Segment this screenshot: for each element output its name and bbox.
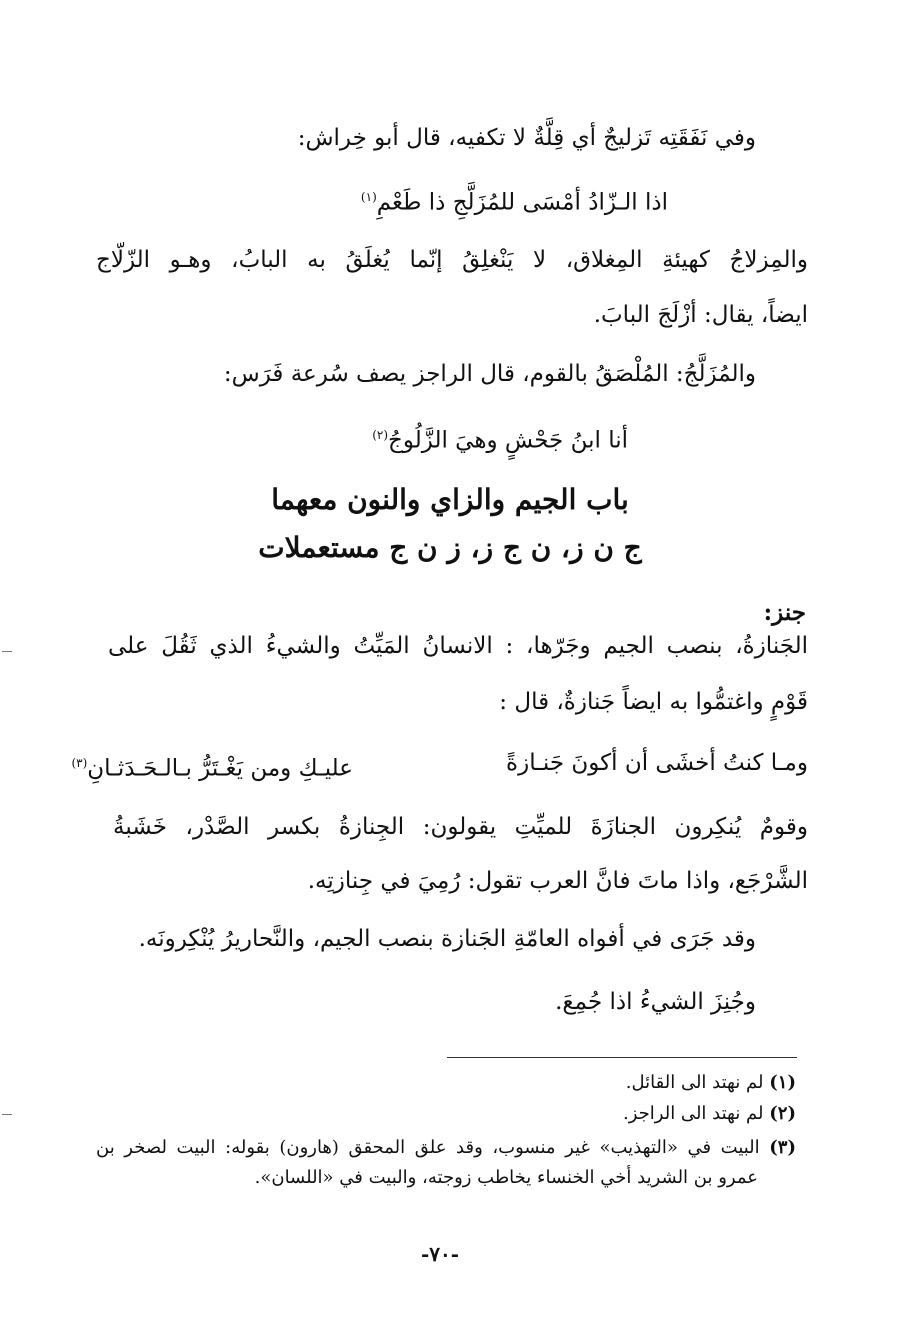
text-line-1: وفي نَفَقَتِه تَزليجٌ أي قِلَّةٌ لا تكفيه، قال أبو خِراش: — [297, 125, 756, 151]
entry-paragraph-line-3: وقد جَرَى في أفواه العامّةِ الجَنازة بنصب الجيم، والنَّحاريرُ يُنْكِرونَه. — [138, 926, 756, 952]
footnote-1: (١) لم نهتد الى القائل. — [625, 1072, 796, 1093]
margin-mark — [2, 651, 12, 652]
verse-3-first-hemistich: ومـا كنتُ أخشَى أن أكونَ جَنـازةً — [506, 750, 808, 776]
footnote-ref-3: (٣) — [71, 756, 88, 770]
verse-1: اذا الـزّادُ أمْسَى للمُزَلَّجِ ذا طَعْمِ$^{(١)}$ — [360, 189, 668, 216]
section-heading-2: ج ن ز، ن ج ز، ز ن ج مستعملات — [258, 531, 642, 564]
entry-paragraph-line-1: وقومٌ يُنكِرون الجنازَةَ للميِّتِ يقولون: الجِنازةُ بكسر الصَّدْر، خَشَبةُ — [113, 814, 808, 840]
verse-3-second-hemistich: عليـكِ ومن يَغْـتَرُّ بـالـحَـدَثـانِ$^{(٣)}$ — [71, 755, 353, 782]
footnote-ref-2: (٢) — [372, 428, 389, 442]
margin-mark — [2, 1114, 12, 1115]
footnote-3-line-1: (٣) البيت في «التهذيب» غير منسوب، وقد علق المحقق (هارون) بقوله: البيت لصخر بن — [96, 1137, 796, 1158]
entry-definition-line-2: قَوْمٍ واغتمُّوا به ايضاً جَنازةٌ، قال : — [499, 689, 808, 715]
footnote-3-line-2: عمرو بن الشريد أخي الخنساء يخاطب زوجته، والبيت في «اللسان». — [254, 1167, 758, 1188]
paragraph-2-line-2: ايضاً، يقال: أزْلَجَ البابَ. — [593, 302, 808, 328]
section-heading-1: باب الجيم والزاي والنون معهما — [271, 483, 629, 516]
paragraph-3: والمُزَلَّجُ: المُلْصَقُ بالقوم، قال الراجز يصف سُرعة فَرَس: — [223, 361, 756, 387]
entry-paragraph-line-4: وجُنِزَ الشيءُ اذا جُمِعَ. — [555, 989, 756, 1015]
entry-paragraph-line-2: الشَّرْجَع، واذا ماتَ فانَّ العرب تقول: رُمِيَ في جِنازتِه. — [307, 868, 808, 894]
page-number: -٧٠- — [420, 1242, 460, 1266]
paragraph-2-line-1: والمِزلاجُ كهيئةِ المِغلاق، لا يَنْغلِقُ إنّما يُغلَقُ به البابُ، وهـو الزّلّاج — [96, 247, 808, 273]
entry-root: جنز: — [763, 599, 806, 626]
footnote-ref-1: (١) — [360, 190, 377, 204]
verse-2: أنا ابنُ جَحْشٍ وهيَ الزَّلُوجُ$^{(٢)}$ — [372, 427, 628, 454]
footnote-separator — [447, 1057, 797, 1058]
entry-definition-line-1: الجَنازةُ، بنصب الجيم وجَرّها، : الانسانُ المَيِّتُ والشيءُ الذي ثَقُلَ على — [108, 633, 808, 659]
footnote-2: (٢) لم نهتد الى الراجز. — [623, 1103, 796, 1124]
